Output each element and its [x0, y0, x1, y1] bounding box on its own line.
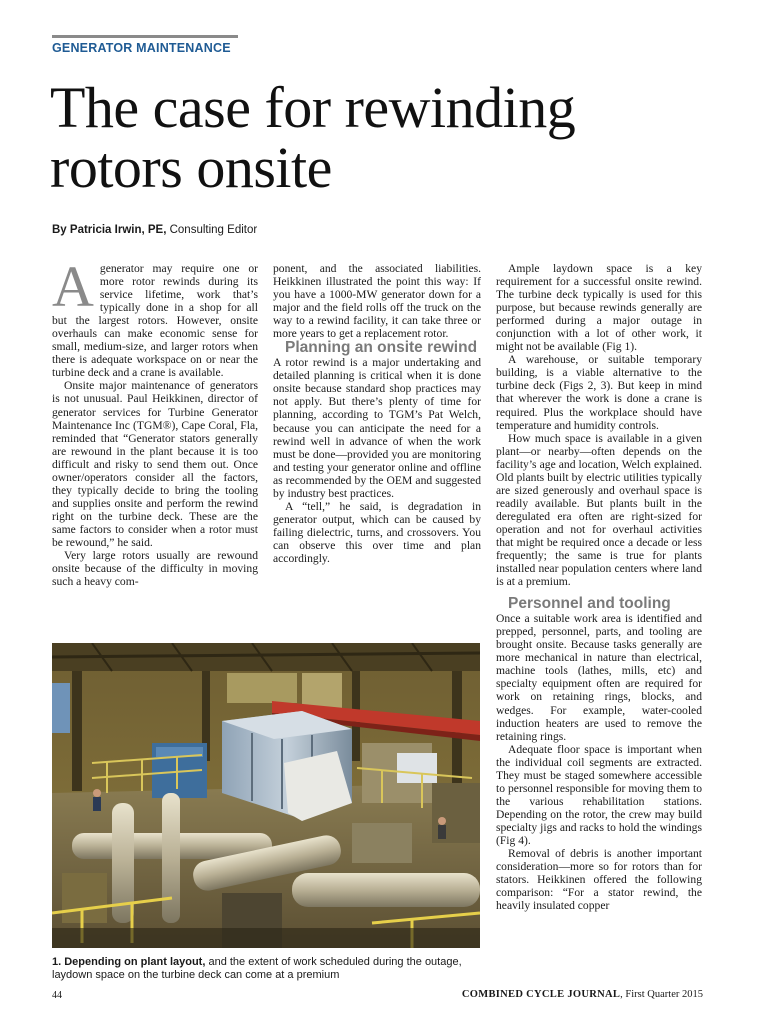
article-column-3 [496, 262, 702, 986]
turbine-deck-photo [52, 643, 480, 948]
subhead-personnel: Personnel and tooling [508, 595, 671, 613]
byline [52, 224, 257, 236]
body-paragraph: How much space is available in a given plant—or nearby—often depends on the facility’s age and location, Welch explained. Old plants built by electric utilities typically are sized generously and overhaul space is readily available. But plants built in the deregulated era often are right-sized for operation and not for overhaul activities that might be required once a decade or less frequently; the same is true for plants installed near population centers where land is at a premium. [496, 431, 702, 589]
body-paragraph [52, 262, 258, 379]
body-paragraph: Removal of debris is another important consideration—more so for rotors than for stators. Heikkinen offered the following comparison: “For a stator rewind, the heavily insulated copper [496, 847, 702, 913]
body-paragraph: Adequate floor space is important when the individual coil segments are extracted. They must be staged somewhere accessible to personnel responsible for moving them to the various rehabilitation stations. Depending on the rotor, the crew may build specialty jigs and racks to hold the windings (Fig 4). [496, 742, 702, 847]
section-label: GENERATOR MAINTENANCE [52, 41, 231, 55]
body-paragraph: A warehouse, or suitable temporary building, is a viable alternative to the turbine deck (Figs 2, 3). But keep in mind that wherever the work is done a crane is required. Plus the workplace should have temperature and humidity controls. [496, 353, 702, 432]
byline-author: By Patricia Irwin, PE, [52, 224, 167, 236]
body-paragraph: Once a suitable work area is identified and prepped, personnel, parts, and tooling are brought onsite. Because tasks generally are more mechanical in nature than electrical, machine tools (lathes, mills, etc) and specialty equipment often are required for work on retaining rings, blocks, and wedges. For example, water-cooled induction heaters are used to remove the retaining rings. [496, 612, 702, 743]
caption-lead: 1. Depending on plant layout, [52, 956, 206, 968]
byline-role: Consulting Editor [169, 224, 258, 236]
caption-text: and the extent of work scheduled during the outage, laydown space on the turbine deck can come at a premium [52, 956, 462, 981]
journal-name: COMBINED CYCLE JOURNAL [461, 989, 621, 1000]
paragraph-text: generator may require one or more rotor rewinds during its service lifetime, work that’s typically done in a shop for all but the largest rotors. However, onsite overhauls can make economic sense for small, medium-size, and larger rotors when there is adequate workspace on or near the turbine deck and a crane is available. [52, 262, 258, 380]
photo-caption [52, 956, 482, 982]
article-column-1 [52, 262, 258, 634]
journal-footer [462, 989, 703, 1000]
body-paragraph: Onsite major maintenance of generators is not unusual. Paul Heikkinen, director of generator services for Turbine Generator Maintenance Inc (TGM®), Cape Coral, Fla, reminded that “Generator stators generally are rewound in the plant because it is too difficult and risky to send them out. Once owner/operators consider all the factors, they typically decide to bring the tooling and supplies onsite and perform the rewind right on the turbine deck. These are the same factors to consider when a rotor must be rewound,” he said. [52, 379, 258, 549]
headline-line-1: The case for rewinding [50, 75, 576, 140]
journal-issue: , First Quarter 2015 [620, 989, 703, 1000]
body-paragraph: A rotor rewind is a major undertaking and detailed planning is critical when it is done onsite because standard shop practices may not apply. But there’s plenty of time for planning, according to TGM’s Pat Welch, because you can anticipate the need for a rewind well in advance of when the work must be done—provided you are monitoring and testing your generator online and offline as recommended by the OEM and suggested by industry best practices. [273, 356, 481, 500]
headline [50, 75, 740, 200]
section-rule [52, 35, 238, 38]
headline-line-2: rotors onsite [50, 135, 332, 200]
turbine-hall-illustration [52, 643, 480, 948]
body-paragraph: A “tell,” he said, is degradation in generator output, which can be caused by failing dielectric, turns, and crossovers. You can observe this over time and plan accordingly. [273, 499, 481, 565]
body-paragraph: ponent, and the associated liabilities. Heikkinen illustrated the point this way: If you have a 1000-MW generator down for a major and the field rolls off the truck on the way to a rewind facility, it can take three or more years to get a replacement rotor. [273, 262, 481, 341]
body-paragraph: Very large rotors usually are rewound onsite because of the difficulty in moving such a heavy com- [52, 549, 258, 589]
article-column-2 [273, 262, 481, 634]
body-paragraph: Ample laydown space is a key requirement for a successful onsite rewind. The turbine deck typically is used for this purpose, but because rewinds generally are performed during a major outage in conjunction with a lot of other work, it might not be available (Fig 1). [496, 262, 702, 354]
drop-cap: A [52, 262, 94, 319]
subhead-planning: Planning an onsite rewind [285, 339, 478, 357]
page-number: 44 [52, 990, 62, 1001]
